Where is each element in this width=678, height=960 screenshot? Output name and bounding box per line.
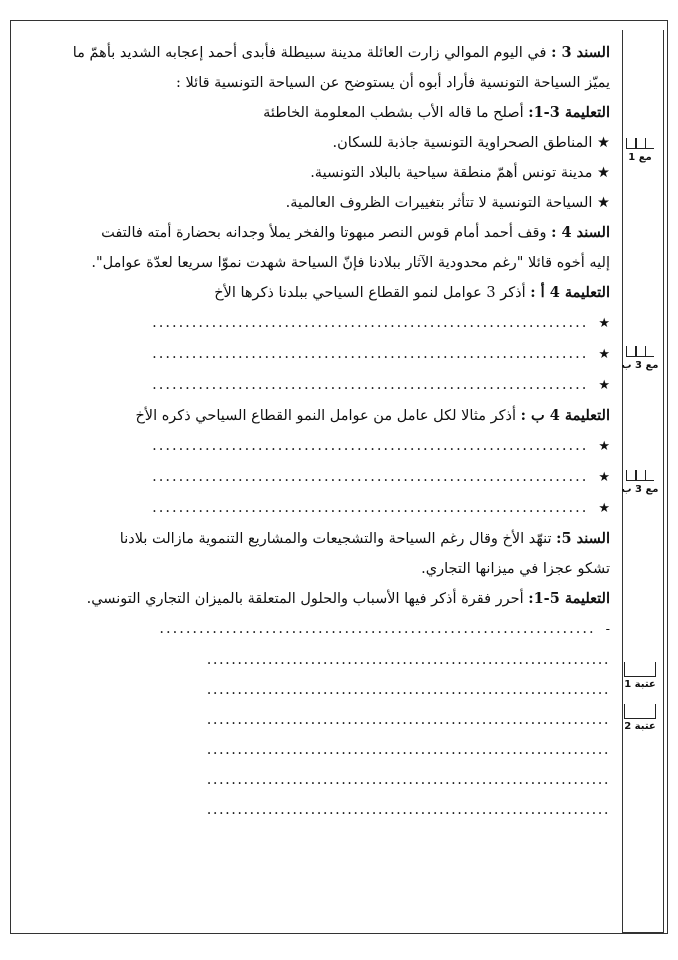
sanad-3-text-2: يميّز السياحة التونسية فأراد أبوه أن يستوضح عن السياحة التونسية قائلا : bbox=[176, 75, 610, 91]
grade-box bbox=[624, 704, 656, 719]
task-4a bbox=[60, 278, 610, 308]
star-icon: ★ bbox=[598, 316, 610, 331]
sanad-5-label: السند 5: bbox=[556, 530, 610, 547]
task-3-1-item[interactable] bbox=[60, 188, 610, 218]
star-icon: ★ bbox=[598, 470, 610, 485]
task-4b bbox=[60, 401, 610, 431]
task-3-1-item[interactable] bbox=[60, 128, 610, 158]
sanad-3-line-1 bbox=[60, 38, 610, 68]
dotted-answer-line[interactable]: .................................................................. bbox=[206, 712, 610, 728]
dotted-answer-line: .................................................................. bbox=[152, 438, 589, 454]
task-4b-label: التعليمة 4 ب : bbox=[520, 407, 610, 424]
sanad-4-label: السند 4 : bbox=[551, 224, 610, 241]
dotted-answer-line[interactable]: .................................................................. bbox=[206, 682, 610, 698]
star-icon: ★ bbox=[598, 439, 610, 454]
task-5-1 bbox=[60, 584, 610, 614]
task-3-1-item-text: مدينة تونس أهمّ منطقة سياحية بالبلاد التونسية. bbox=[310, 165, 593, 181]
sanad-5-line-1 bbox=[60, 524, 610, 554]
task-4a-label: التعليمة 4 أ : bbox=[530, 284, 610, 301]
dash-marker: - bbox=[605, 622, 610, 637]
dotted-answer-line: .................................................................. bbox=[152, 377, 589, 393]
task-5-1-label: التعليمة 5-1: bbox=[528, 590, 610, 607]
star-icon: ★ bbox=[598, 378, 610, 393]
sanad-3-text-1: في اليوم الموالي زارت العائلة مدينة سبيطلة فأبدى أحمد إعجابه الشديد بأهمّ ما bbox=[72, 45, 547, 61]
task-3-1-item-text: المناطق الصحراوية التونسية جاذبة للسكان. bbox=[332, 135, 593, 151]
dotted-answer-line[interactable]: .................................................................. bbox=[206, 802, 610, 818]
answer-line[interactable] bbox=[60, 493, 610, 524]
grade-mark-label: مع 3 ب bbox=[621, 484, 659, 495]
dotted-answer-line[interactable]: .................................................................. bbox=[206, 652, 610, 668]
task-3-1-item[interactable] bbox=[60, 158, 610, 188]
worksheet-content bbox=[60, 38, 610, 825]
grade-mark-label: مع 1 bbox=[628, 152, 652, 163]
sanad-4-text-2: إليه أخوه قائلا "رغم محدودية الآثار ببلادنا فإنّ السياحة شهدت نموّا سريعا لعدّة عوامل". bbox=[91, 255, 610, 271]
star-icon: ★ bbox=[598, 347, 610, 362]
task-3-1-text: أصلح ما قاله الأب بشطب المعلومة الخاطئة bbox=[263, 105, 524, 121]
grade-boxes bbox=[618, 470, 662, 482]
grade-mark-1 bbox=[618, 138, 662, 163]
dotted-answer-line: .................................................................. bbox=[152, 315, 589, 331]
sanad-5-text-1: تنهّد الأخ وقال رغم السياحة والتشجيعات والمشاريع التنموية مازالت بلادنا bbox=[119, 531, 552, 547]
answer-line[interactable] bbox=[60, 339, 610, 370]
grade-mark-label: عتبة 1 bbox=[624, 679, 656, 690]
grade-mark-label: مع 3 ب bbox=[621, 360, 659, 371]
star-icon: ★ bbox=[597, 195, 610, 211]
dotted-answer-line[interactable]: .................................................................. bbox=[206, 772, 610, 788]
grade-box bbox=[624, 662, 656, 677]
grade-boxes bbox=[618, 346, 662, 358]
task-4a-text: أذكر 3 عوامل لنمو القطاع السياحي ببلدنا ذكرها الأخ bbox=[214, 285, 526, 301]
sanad-4-line-1 bbox=[60, 218, 610, 248]
grade-mark-5 bbox=[618, 704, 662, 732]
grade-mark-2 bbox=[618, 346, 662, 371]
star-icon: ★ bbox=[597, 165, 610, 181]
grade-mark-4 bbox=[618, 662, 662, 690]
sanad-4-text-1: وقف أحمد أمام قوس النصر مبهوتا والفخر يملأ وجدانه بحضارة أمته فالتفت bbox=[101, 225, 547, 241]
task-3-1-item-text: السياحة التونسية لا تتأثر بتغييرات الظروف العالمية. bbox=[285, 195, 593, 211]
answer-line[interactable] bbox=[60, 431, 610, 462]
dotted-answer-line: .................................................................. bbox=[152, 500, 589, 516]
dotted-answer-line: .................................................................. bbox=[152, 346, 589, 362]
dotted-answer-line: .................................................................. bbox=[159, 621, 596, 637]
grade-mark-label: عتبة 2 bbox=[624, 721, 656, 732]
grade-boxes bbox=[618, 138, 662, 150]
answer-line[interactable] bbox=[60, 308, 610, 339]
dotted-answer-line[interactable]: .................................................................. bbox=[206, 742, 610, 758]
dotted-answer-line: .................................................................. bbox=[152, 469, 589, 485]
star-icon: ★ bbox=[597, 135, 610, 151]
sanad-5-text-2: تشكو عجزا في ميزانها التجاري. bbox=[421, 561, 610, 577]
task-4b-text: أذكر مثالا لكل عامل من عوامل النمو القطاع السياحي ذكره الأخ bbox=[135, 408, 516, 424]
paragraph-line[interactable] bbox=[60, 614, 610, 645]
star-icon: ★ bbox=[598, 501, 610, 516]
task-3-1-label: التعليمة 3-1: bbox=[528, 104, 610, 121]
sanad-3-label: السند 3 : bbox=[551, 44, 610, 61]
task-3-1 bbox=[60, 98, 610, 128]
answer-line[interactable] bbox=[60, 370, 610, 401]
answer-line[interactable] bbox=[60, 462, 610, 493]
grade-mark-3 bbox=[618, 470, 662, 495]
task-5-1-text: أحرر فقرة أذكر فيها الأسباب والحلول المتعلقة بالميزان التجاري التونسي. bbox=[86, 591, 524, 607]
